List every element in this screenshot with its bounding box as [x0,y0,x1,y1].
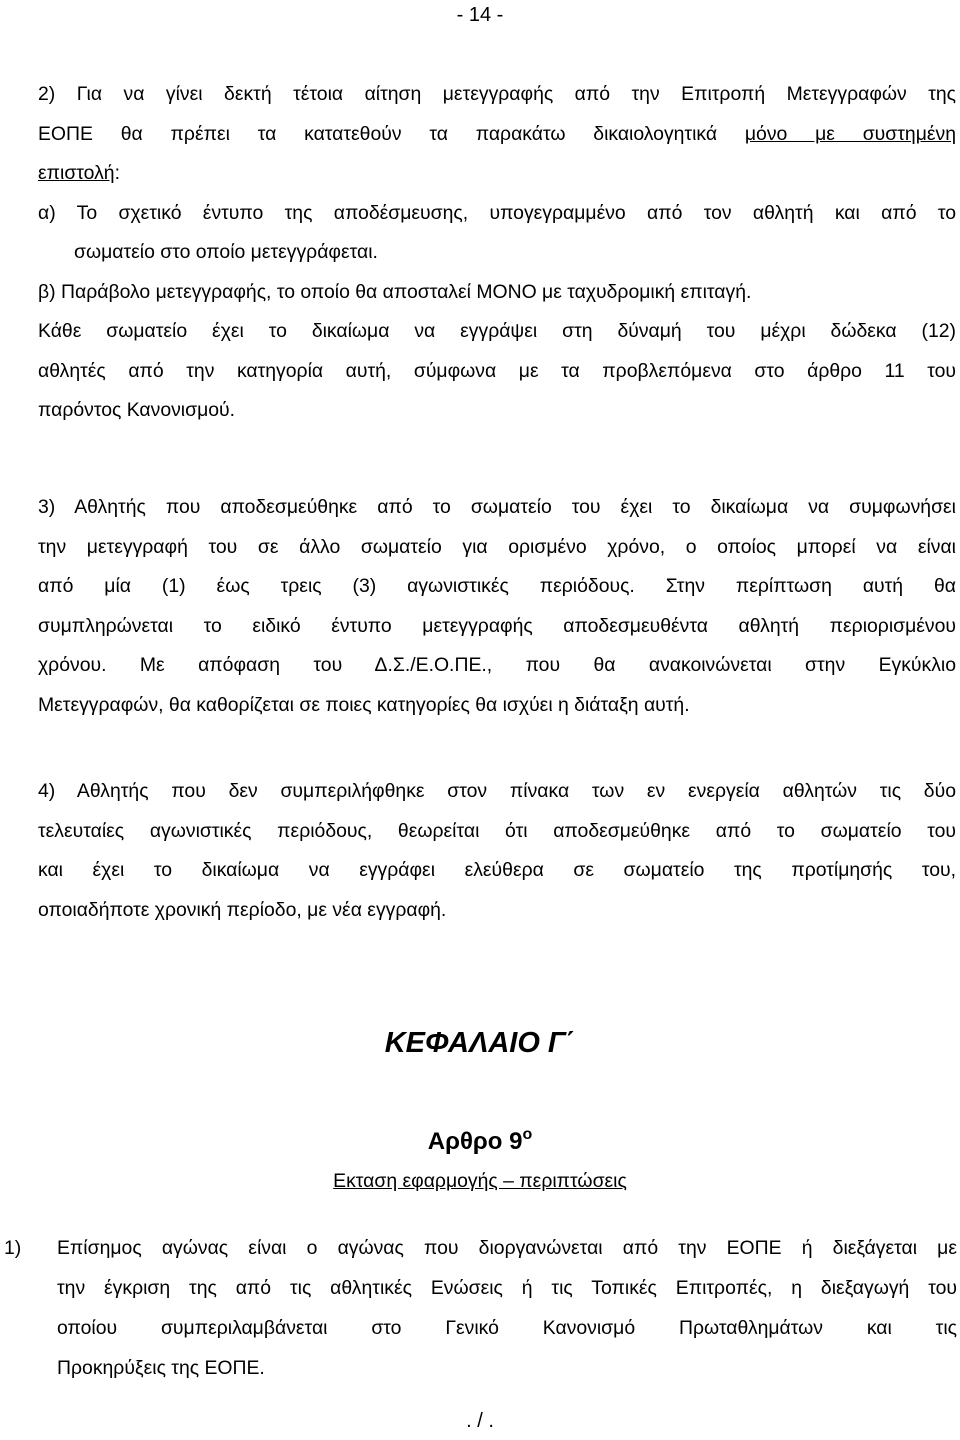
colon-text: : [114,162,120,184]
list-item-a-continued: σωματείο στο οποίο μετεγγράφεται. [74,241,378,263]
list-item-b: β) Παράβολο μετεγγραφής, το οποίο θα αποσταλεί ΜΟΝΟ με ταχυδρομική επιταγή. [38,280,752,303]
paragraph-line: οποιαδήποτε χρονική περίοδο, με νέα εγγραφή. [38,898,447,921]
paragraph-text: ΕΟΠΕ θα πρέπει τα κατατεθούν τα παρακάτω δικαιολογητικά [38,122,718,145]
paragraph-line: 4) Αθλητής που δεν συμπεριλήφθηκε στον πίνακα των εν ενεργεία αθλητών τις δύο [38,780,956,802]
section-2 [38,75,956,431]
paragraph-line: από μία (1) έως τρεις (3) αγωνιστικές περιόδους. Στην περίπτωση αυτή θα [38,575,956,597]
section-4 [38,772,956,930]
underlined-text: μόνο με συστημένη [744,122,956,145]
paragraph-line: παρόντος Κανονισμού. [38,399,236,421]
underlined-text: επιστολή [38,162,115,184]
article-title-text: Αρθρο 9 [427,1128,523,1155]
article-title [0,1118,960,1159]
paragraph-line: συμπληρώνεται το ειδικό έντυπο μετεγγραφής αποδεσμευθέντα αθλητή περιορισμένου [38,614,956,637]
paragraph-line [38,154,956,194]
paragraph-line: την μετεγγραφή του σε άλλο σωματείο για ορισμένο χρόνο, ο οποίος μπορεί να είναι [38,535,956,558]
article-subtitle-text: Εκταση εφαρμογής – περιπτώσεις [333,1170,627,1192]
paragraph-line: και έχει το δικαίωμα να εγγράφει ελεύθερα σε σωματείο της προτίμησής του, [38,859,956,881]
section-3 [38,488,956,725]
continuation-mark: . / . [466,1410,494,1432]
paragraph-line: οποίου συμπεριλαμβάνεται στο Γενικό Κανονισμό Πρωταθλημάτων και τις [57,1317,957,1339]
paragraph-line [38,115,956,155]
item-number: 1) [4,1237,22,1259]
paragraph-line: Προκηρύξεις της ΕΟΠΕ. [57,1357,265,1379]
item-body [57,1228,957,1388]
paragraph-line: Κάθε σωματείο έχει το δικαίωμα να εγγράψει στη δύναμή του μέχρι δώδεκα (12) [38,320,956,342]
paragraph-line: χρόνου. Με απόφαση του Δ.Σ./Ε.Ο.ΠΕ., που θα ανακοινώνεται στην Εγκύκλιο [38,654,956,676]
article-subtitle [0,1166,960,1196]
paragraph-line: Μετεγγραφών, θα καθορίζεται σε ποιες κατηγορίες θα ισχύει η διάταξη αυτή. [38,693,690,716]
paragraph-line: αθλητές από την κατηγορία αυτή, σύμφωνα με τα προβλεπόμενα στο άρθρο 11 του [38,359,956,382]
list-item-a: α) Το σχετικό έντυπο της αποδέσμευσης, υπογεγραμμένο από τον αθλητή και από το [38,201,956,224]
paragraph-line: την έγκριση της από τις αθλητικές Ενώσεις ή τις Τοπικές Επιτροπές, η διεξαγωγή του [57,1277,957,1299]
paragraph-line: Επίσημος αγώνας είναι ο αγώνας που διοργανώνεται από την ΕΟΠΕ ή διεξάγεται με [57,1237,957,1259]
paragraph-line: τελευταίες αγωνιστικές περιόδους, θεωρείται ότι αποδεσμεύθηκε από το σωματείο του [38,819,956,842]
chapter-title: ΚΕΦΑΛΑΙΟ Γ΄ [384,1027,576,1059]
article-superscript: ο [522,1126,533,1143]
paragraph-line: 3) Αθλητής που αποδεσμεύθηκε από το σωματείο του έχει το δικαίωμα να συμφωνήσει [38,496,956,518]
paragraph-line: 2) Για να γίνει δεκτή τέτοια αίτηση μετεγγραφής από την Επιτροπή Μετεγγραφών της [38,83,956,105]
page-number: - 14 - [456,4,504,26]
